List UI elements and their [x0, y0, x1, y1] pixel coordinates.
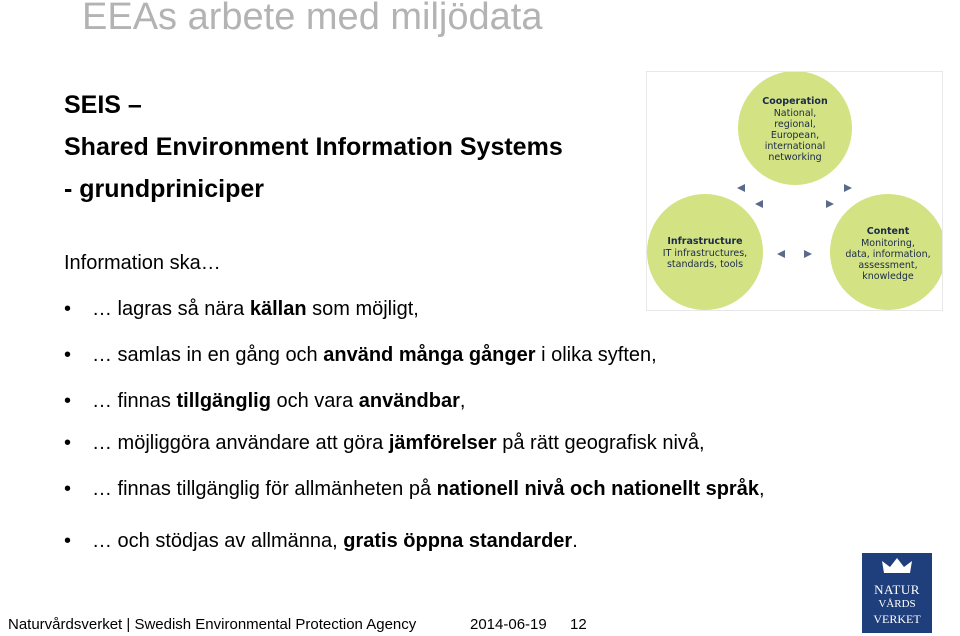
bullet-segment: … möjliggöra användare att göra	[92, 432, 389, 454]
arrow-right-icon	[826, 200, 834, 208]
seis-diagram	[647, 72, 942, 310]
bullet-text	[92, 298, 419, 321]
seis-heading	[64, 84, 563, 210]
cooperation-line: National,	[773, 108, 817, 119]
intro-text: Information ska…	[64, 252, 221, 274]
bullet-dot: •	[64, 432, 72, 454]
bullet-emphasis: nationell nivå och nationellt språk	[436, 478, 759, 500]
content-line: assessment,	[858, 260, 918, 271]
content-line: data, information,	[845, 249, 931, 260]
bullet-text	[92, 478, 765, 501]
crown-icon	[862, 553, 932, 577]
arrow-right-icon	[844, 184, 852, 192]
slide-title: EEAs arbete med miljödata	[82, 0, 543, 38]
bullet-dot: •	[64, 530, 72, 552]
bullet-segment: ,	[758, 478, 765, 500]
bullet-segment: … lagras så nära	[92, 298, 250, 320]
bullet-segment: ,	[459, 390, 466, 412]
bullet-segment: i olika syften,	[535, 344, 657, 366]
cooperation-line: networking	[768, 152, 822, 163]
logo-line: VÅRDS	[878, 598, 916, 610]
arrow-right-icon	[804, 250, 812, 258]
bullet-emphasis: jämförelser	[388, 432, 497, 454]
arrow-left-icon	[777, 250, 785, 258]
seis-diagram-svg	[647, 72, 942, 310]
bullet-segment: … finnas tillgänglig för allmänheten på	[92, 478, 437, 500]
naturvardsverket-logo	[862, 553, 932, 633]
bullet-emphasis: gratis öppna standarder	[343, 530, 573, 552]
bullet-text	[92, 390, 465, 413]
bullet-segment: … och stödjas av allmänna,	[92, 530, 344, 552]
infrastructure-line: IT infrastructures,	[662, 248, 748, 259]
cooperation-line: European,	[770, 130, 820, 141]
bullet-emphasis: använd många gånger	[323, 344, 536, 366]
bullet-text	[92, 344, 657, 367]
bullet-emphasis: källan	[249, 298, 307, 320]
bullet-emphasis: tillgänglig	[176, 390, 271, 412]
bullet-segment: som möjligt,	[306, 298, 419, 320]
footer-date: 2014-06-19	[470, 616, 547, 633]
infrastructure-title: Infrastructure	[667, 236, 743, 247]
bullet-segment: och vara	[270, 390, 359, 412]
seis-line-2: Shared Environment Information Systems	[64, 133, 563, 161]
bullet-dot: •	[64, 390, 72, 412]
content-line: knowledge	[862, 271, 914, 282]
footer-page-number: 12	[570, 616, 587, 633]
logo-line: NATUR	[874, 582, 920, 597]
bullet-text	[92, 432, 705, 455]
logo-line: VERKET	[873, 612, 921, 626]
arrow-left-icon	[755, 200, 763, 208]
infrastructure-line: standards, tools	[666, 259, 744, 270]
cooperation-line: international	[764, 141, 826, 152]
footer-org: Naturvårdsverket | Swedish Environmental Protection Agency	[8, 616, 417, 633]
bullet-dot: •	[64, 344, 72, 366]
bullet-text	[92, 530, 578, 553]
cooperation-title: Cooperation	[762, 96, 828, 107]
seis-line-3: - grundpriniciper	[64, 175, 264, 203]
cooperation-line: regional,	[774, 119, 816, 130]
bullet-segment: på rätt geografisk nivå,	[496, 432, 705, 454]
bullet-emphasis: användbar	[358, 390, 460, 412]
bullet-segment: … samlas in en gång och	[92, 344, 324, 366]
bullet-segment: .	[572, 530, 578, 552]
bullet-dot: •	[64, 478, 72, 500]
content-line: Monitoring,	[861, 238, 915, 249]
content-title: Content	[866, 226, 910, 237]
seis-line-1: SEIS –	[64, 91, 142, 119]
bullet-dot: •	[64, 298, 72, 320]
arrow-left-icon	[737, 184, 745, 192]
bullet-segment: … finnas	[92, 390, 177, 412]
